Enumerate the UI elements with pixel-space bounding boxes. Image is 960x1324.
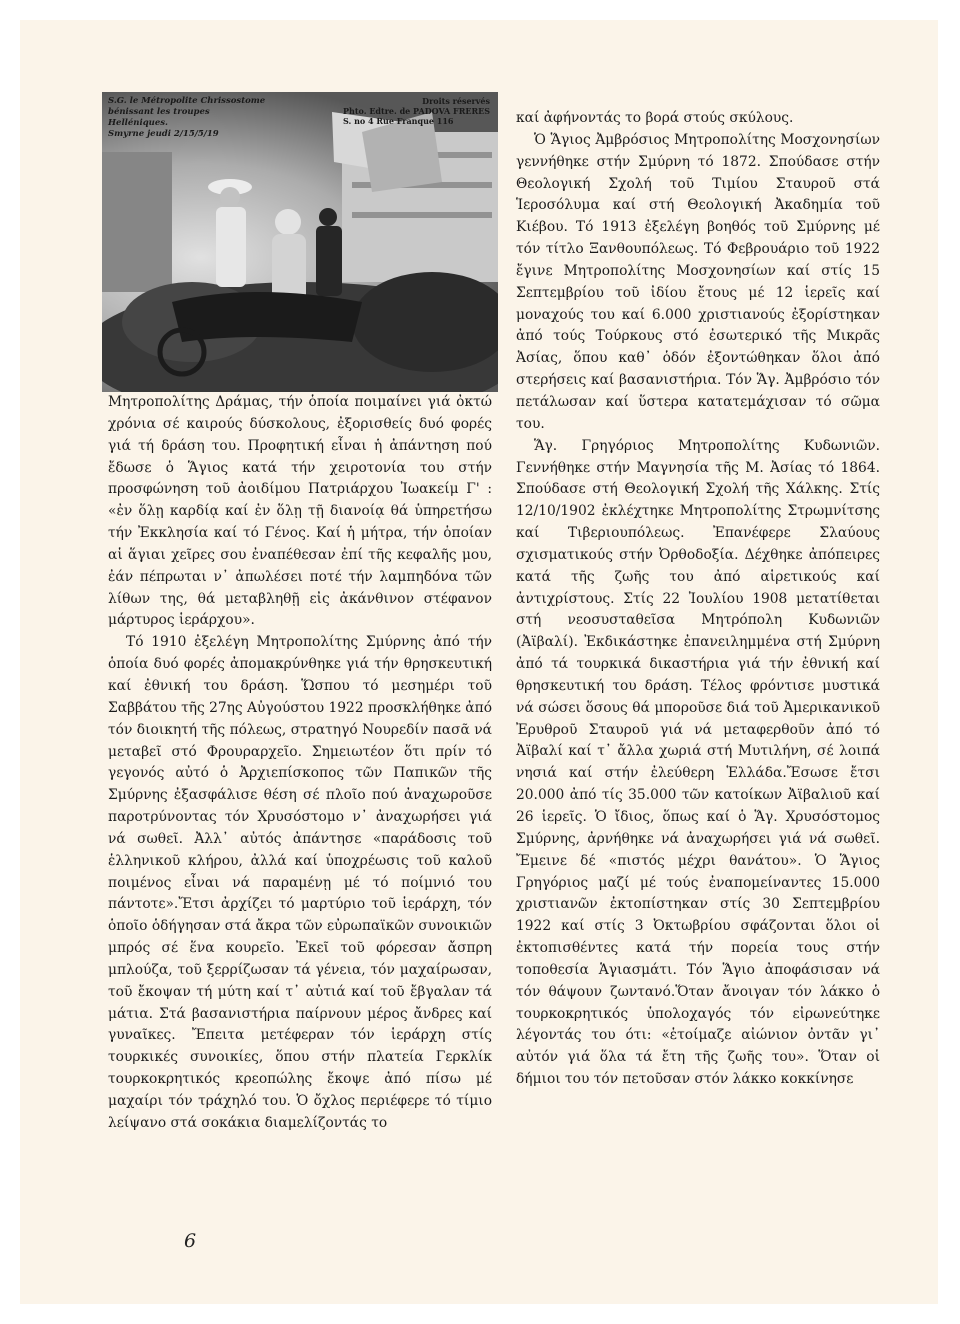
page-number: 6	[184, 1230, 197, 1252]
paragraph: Ἅγ. Γρηγόριος Μητροπολίτης Κυδωνιῶν. Γεννήθηκε στήν Μαγνησία τῆς Μ. Ἀσίας τό 1864. Σπούδασε στή Θεολογική Σχολή τῆς Χάλκης. Στίς 12/10/1902 ἐκλέχτηκε Μητροπολίτης Στρωμνίτσης καί Τιβεριουπόλεως. Ἐπανέφερε Σλαύους σχισματικούς στήν Ὀρθοδοξία. Δέχθηκε ἀπόπειρες κατά τῆς ζωῆς του ἀπό αἱρετικούς καί ἀντιχρίστους. Στίς 22 Ἰουλίου 1908 μετατίθεται στή νεοσυσταθεῖσα Μητρόπολη Κυδωνιῶν (Ἀϊβαλί). Ἐκδικάστηκε ἐπανειλημμένα στή Σμύρνη ἀπό τά τουρκικά δικαστήρια γιά τήν ἐθνική καί θρησκευτική του δράση. Τέλος φρόντισε μυστικά νά σώσει ὅσους θά μποροῦσε διά τοῦ Ἀμερικανικοῦ Ἐρυθροῦ Σταυροῦ γιά νά μεταφερθοῦν ἀπό τό Ἀϊβαλί καί τ᾽ ἄλλα χωριά στή Μυτιλήνη, σέ λοιπά νησιά καί στήν ἐλεύθερη Ἑλλάδα.Ἔσωσε ἔτσι 20.000 ἀπό τίς 35.000 τῶν κατοίκων Ἀϊβαλιοῦ καί 26 ἱερεῖς. Ὁ ἴδιος, ὅπως καί ὁ Ἅγ. Χρυσόστομος Σμύρνης, ἀρνήθηκε νά ἀναχωρήσει γιά νά σωθεῖ. Ἔμεινε δέ «πιστός μέχρι θανάτου». Ὁ Ἅγιος Γρηγόριος μαζί μέ τούς ἐναπομείναντες 15.000 χριστιανῶν ἐκτοπίστηκαν στίς 30 Σεπτεμβρίου 1922 καί στίς 3 Ὀκτωβρίου σφάζονται ὅλοι οἱ ἐκτοπισθέντες κατά τήν πορεία τους στήν τοποθεσία Ἁγιασμάτι. Τόν Ἅγιο ἀποφάσισαν νά τόν θάψουν ζωντανό.Ὅταν ἄνοιγαν τόν λάκκο ὁ τουρκοκρητικός ὑπολοχαγός τόν εἰρωνεύτηκε λέγοντάς του ότι: «ἑτοίμαζε αἰώνιον ὀντᾶν γι᾽ αὐτόν γιά ὅλα τά ἔτη τῆς ζωῆς του». Ὅταν οἱ δήμιοι του τόν πετοῦσαν στόν λάκκο κοκκίνησε	[516, 437, 880, 1088]
photo-caption-line: Smyrne jeudi 2/15/5/19	[108, 129, 219, 139]
paragraph: Μητροπολίτης Δράμας, τήν ὁποία ποιμαίνει γιά ὀκτώ χρόνια σέ καιρούς δύσκολους, ἐξορισθείς δυό φορές γιά τή δράση του. Προφητική εἶναι ἡ ἀπάντηση πού ἔδωσε ὁ Ἅγιος κατά τήν χειροτονία του στήν προσφώνηση τοῦ ἀοιδίμου Πατριάρχου Ἰωακείμ Γ' : «ἐν ὅλῃ καρδίᾳ καί ἐν ὅλῃ τῇ διανοίᾳ θά ὑπηρετήσω τήν Ἐκκλησία καί τό Γένος. Καί ἡ μήτρα, τήν ὁποίαν αἱ ἅγιαι χεῖρες σου ἐναπέθεσαν ἐπί τῆς κεφαλῆς μου, ἐάν πέπρωται ν᾽ ἀπωλέσει ποτέ τήν λαμπηδόνα τῶν λίθων της, θά μεταβληθῇ εἰς ἀκάνθινον στέφανον μάρτυρος ἱεράρχου».	[108, 394, 492, 629]
photo-credit	[343, 96, 490, 126]
left-text-column	[108, 392, 492, 1135]
photo-credit-line: S. no 4 Rue Franque 116	[343, 116, 454, 126]
historical-photo	[102, 92, 498, 392]
paragraph: καί ἀφήνοντάς το βορά στούς σκύλους.	[516, 110, 794, 126]
photo-caption	[108, 96, 265, 140]
right-text-column	[516, 108, 880, 1091]
photo-caption-line: bénissant les troupes	[108, 107, 210, 117]
photo-caption-line: S.G. le Métropolite Chrissostome	[108, 96, 266, 106]
page	[20, 20, 938, 1304]
photo-credit-line: Droits réservés	[422, 96, 490, 106]
photo-caption-line: Helléniques.	[108, 118, 168, 128]
paragraph: Τό 1910 ἐξελέγη Μητροπολίτης Σμύρνης ἀπό τήν ὁποία δυό φορές ἀπομακρύνθηκε γιά τήν θρησκευτική καί ἐθνική του δράση. Ὥσπου τό μεσημέρι τοῦ Σαββάτου τῆς 27ης Αὐγούστου 1922 προσκλήθηκε ἀπό τόν διοικητή τῆς πόλεως, στρατηγό Νουρεδίν πασᾶ νά μεταβεῖ στό Φρουραρχεῖο. Σημειωτέον ὅτι πρίν τό γεγονός αὐτό ὁ Ἀρχιεπίσκοπος τῶν Παπικῶν τῆς Σμύρνης ἐξασφάλισε θέση σέ πλοῖο πού ἀναχωροῦσε παροτρύνοντας τόν Χρυσόστομο ν᾽ ἀναχωρήσει γιά νά σωθεῖ. Ἀλλ᾽ αὐτός ἀπάντησε «παράδοσις τοῦ ἑλληνικοῦ κλήρου, ἀλλά καί ὑποχρέωσις τοῦ καλοῦ ποιμένος εἶναι νά παραμένῃ μέ τό ποίμνιό του πάντοτε».Ἔτσι ἀρχίζει τό μαρτύριο τοῦ ἱεράρχη, τόν ὁποῖο ὁδήγησαν στά ἄκρα τῶν εὐρωπαϊκῶν συνοικιῶν μπρός σέ ἕνα κουρεῖο. Ἐκεῖ τοῦ φόρεσαν ἄσπρη μπλούζα, τοῦ ξερρίζωσαν τά γένεια, τόν μαχαίρωσαν, τοῦ ἔκοψαν τή μύτη καί τ᾽ αὐτιά καί τοῦ ἔβγαλαν τά μάτια. Στά βασανιστήρια παίρνουν μέρος ἄνδρες καί γυναῖκες. Ἔπειτα μετέφεραν τόν ἱεράρχη στίς τουρκικές συνοικίες, ὅπου στήν πλατεία Γερκλίκ τουρκοκρητικός κρεοπώλης ἔκοψε ἀπό πίσω μέ μαχαίρι τόν τράχηλό του. Ὁ ὄχλος περιέφερε τό τίμιο λείψανο στά σοκάκια διαμελίζοντάς το	[108, 634, 492, 1131]
photo-credit-line: Phto. Edtre. de PADOVA FRERES	[343, 106, 490, 116]
paragraph: Ὁ Ἅγιος Ἀμβρόσιος Μητροπολίτης Μοσχονησίων γεννήθηκε στήν Σμύρνη τό 1872. Σπούδασε στήν Θεολογική Σχολή τοῦ Τιμίου Σταυροῦ στά Ἱεροσόλυμα καί στή Θεολογική Ἀκαδημία τοῦ Κιέβου. Τό 1913 ἐξελέγη βοηθός τοῦ Σμύρνης μέ τόν τίτλο Ξανθουπόλεως. Τό Φεβρουάριο τοῦ 1922 ἔγινε Μητροπολίτης Μοσχονησίων καί στίς 15 Σεπτεμβρίου τοῦ ἰδίου ἔτους μέ 12 ἱερεῖς καί μοναχούς του καί 6.000 χριστιανούς ἐξορίστηκαν ἀπό τούς Τούρκους στό ἐσωτερικό τῆς Μικρᾶς Ἀσίας, ὅπου καθ᾽ ὁδόν ἐξοντώθηκαν ὅλοι ἀπό στερήσεις καί βασανιστήρια. Τόν Ἅγ. Ἀμβρόσιο τόν πετάλωσαν καί ὕστερα κατατεμάχισαν τό σῶμα του.	[516, 131, 880, 432]
